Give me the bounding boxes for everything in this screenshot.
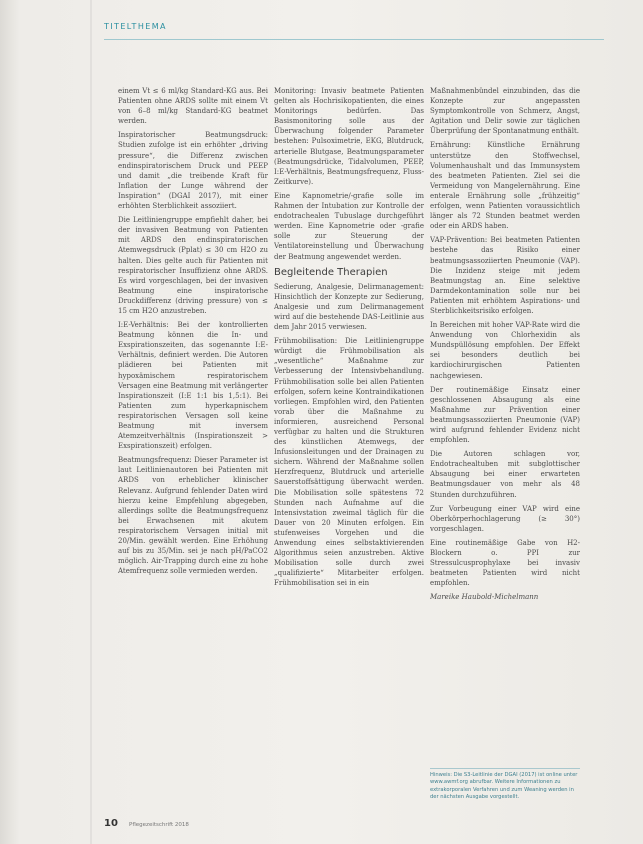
paragraph: Monitoring: Invasiv beatmete Patienten gelten als Hochrisikopatienten, die eines Monitorings bedürfen. Das Basismonitoring solle aus der Überwachung folgender Parameter bestehen: Pulsoximetrie, EKG, Blutdruck, arterielle Blutgase, Beatmungsparameter (Beatmungsdrücke, Tidalvolumen, PEEP, I:E-Verhältnis, Beatmungsfrequenz, Fluss-Zeitkurve). [274, 87, 424, 186]
section-subheading: Begleitende Therapien [274, 266, 388, 278]
paragraph: Frühmobilisation: Die Leitliniengruppe würdigt die Frühmobilisation als „wesentliche“ Maßnahme zur Verbesserung der Intensivbehandlung. Frühmobilisation solle bei allen Patienten erfolgen, sofern keine Kontraindikationen vorliegen. Empfohlen wird, den Patienten vorab über die Maßnahme zu informieren, ausreichend Personal verfügbar zu halten und die Strukturen des künstlichen Atemwegs, der Infusionsleitungen und der Drainagen zu sichern. Während der Maßnahme sollen Herzfrequenz, Blutdruck und arterielle Sauerstoffsättigung überwacht werden. Die Mobilisation solle spätestens 72 Stunden nach Aufnahme auf die Intensivstation zweimal täglich für die Dauer von 20 Minuten erfolgen. Ein stufenweises Vorgehen und die Anwendung eines selbstaktivierenden Algorithmus seien anzustreben. Aktive Mobilisation solle durch zwei „qualifizierte“ Mitarbeiter erfolgen. Frühmobilisation sei in ein [274, 337, 424, 588]
magazine-name: Pflegezeitschrift 2018 [129, 822, 189, 828]
paragraph: Die Leitliniengruppe empfiehlt daher, bei der invasiven Beatmung von Patienten mit ARDS den endinspiratorischen Atemwegsdruck (Pplat) ≤ 30 cm H2O zu halten. Dies gelte auch für Patienten mit respiratorischer Insuffizienz ohne ARDS. Es wird vorgeschlagen, bei der invasiven Beatmung eine inspiratorische Druckdifferenz (driving pressure) von ≤ 15 cm H2O anzustreben. [118, 216, 268, 315]
author-signature: Mareike Haubold-Michelmann [430, 593, 539, 602]
note-divider [430, 768, 580, 769]
page-footer [104, 811, 189, 830]
paragraph: Ernährung: Künstliche Ernährung unterstütze den Stoffwechsel, Volumenhaushalt und das Immunsystem des beatmeten Patienten. Ziel sei die Vermeidung von Mangelernährung. Eine enterale Ernährung solle „frühzeitig“ erfolgen, wenn Patienten voraussichtlich länger als 72 Stunden beatmet werden oder ein ARDS haben. [430, 141, 580, 231]
paragraph: Eine routinemäßige Gabe von H2-Blockern o. PPI zur Stressulcusprophylaxe bei invasiv beatmeten Patienten wird nicht empfohlen. [430, 538, 580, 588]
column-1 [118, 86, 268, 821]
header-divider [104, 39, 604, 40]
paragraph: einem Vt ≤ 6 ml/kg Standard-KG aus. Bei Patienten ohne ARDS sollte mit einem Vt von 6–8 ml/kg Standard-KG beatmet werden. [118, 87, 268, 126]
paragraph: Die Autoren schlagen vor, Endotrachealtuben mit subglottischer Absaugung bei einer erwarteten Beatmungsdauer von mehr als 48 Stunden durchzuführen. [430, 450, 580, 499]
page-fold-shadow [90, 0, 92, 844]
paragraph: Der routinemäßige Einsatz einer geschlossenen Absaugung als eine Maßnahme zur Prävention einer beatmungsassoziierten Pneumonie (VAP) wird aufgrund fehlender Evidenz nicht empfohlen. [430, 385, 580, 445]
page-number: 10 [104, 818, 118, 829]
paragraph: Beatmungsfrequenz: Dieser Parameter ist laut Leitlinienautoren bei Patienten mit ARDS von erheblicher klinischer Relevanz. Aufgrund fehlender Daten wird hierzu keine Empfehlung abgegeben, allerdings sollte die Beatmungsfrequenz bei Erwachsenen mit akutem respiratorischem Versagen initial mit 20/Min. gewählt werden. Eine Erhöhung auf bis zu 35/Min. sei je nach pH/PaCO2 möglich. Air-Trapping durch eine zu hohe Atemfrequenz solle vermieden werden. [118, 456, 268, 576]
column-3 [430, 86, 580, 821]
paragraph: Eine Kapnometrie/-grafie solle im Rahmen der Intubation zur Kontrolle der endotrachealen Tubuslage durchgeführt werden. Eine Kapnometrie oder -grafie solle zur Steuerung der Ventilatoreinstellung und Überwachung der Beatmung angewendet werden. [274, 191, 424, 261]
paragraph: I:E-Verhältnis: Bei der kontrollierten Beatmung können die In- und Exspirationszeiten, das sogenannte I:E-Verhältnis, definiert werden. Die Autoren plädieren bei Patienten mit hypoxämischem respiratorischem Versagen eine Beatmung mit verlängerter Inspirationszeit (I:E 1:1 bis 1,5:1). Bei Patienten zum hyperkapnischem respiratorischen Versagen soll keine Beatmung mit inversem Atemzeitverhältnis (Inspirationszeit > Exspirationszeit) erfolgen. [118, 321, 268, 451]
column-2 [274, 86, 424, 821]
paragraph: Inspiratorischer Beatmungsdruck: Studien zufolge ist ein erhöhter „driving pressure“, die Differenz zwischen endinspiratorischem Druck und PEEP und damit „die treibende Kraft für Inflation der Lunge während der Inspiration“ (DGAI 2017), mit einer erhöhten Sterblichkeit assoziiert. [118, 131, 268, 211]
paragraph: In Bereichen mit hoher VAP-Rate wird die Anwendung von Chlorhexidin als Mundspüllösung empfohlen. Der Effekt sei besonders deutlich bei kardiochirurgischen Patienten nachgewiesen. [430, 321, 580, 380]
info-note: Hinweis: Die S3-Leitlinie der DGAI (2017) ist online unter www.awmf.org abrufbar. Weitere Informationen zu extrakorporalen Verfahren und zum Weaning werden in der nächsten Ausgabe vorgestellt. [430, 772, 578, 801]
paragraph: Sedierung, Analgesie, Delirmanagement: Hinsichtlich der Konzepte zur Sedierung, Analgesie und zum Delirmanagement wird auf die bestehende DAS-Leitlinie aus dem Jahr 2015 verwiesen. [274, 282, 424, 332]
paragraph: Zur Vorbeugung einer VAP wird eine Oberkörperhochlagerung (≥ 30°) vorgeschlagen. [430, 504, 580, 533]
section-header: TITELTHEMA [104, 22, 167, 31]
paragraph: Maßnahmenbündel einzubinden, das die Konzepte zur angepassten Symptomkontrolle von Schmerz, Angst, Agitation und Delir sowie zur täglichen Überprüfung der Spontanatmung enthält. [430, 87, 580, 136]
paragraph: VAP-Prävention: Bei beatmeten Patienten bestehe das Risiko einer beatmungsassoziierten Pneumonie (VAP). Die Inzidenz steige mit jedem Beatmungstag an. Eine selektive Darmdekontamination solle nur bei Patienten mit erhöhtem Aspirations- und Sterblichkeitsrisiko erfolgen. [430, 236, 580, 315]
